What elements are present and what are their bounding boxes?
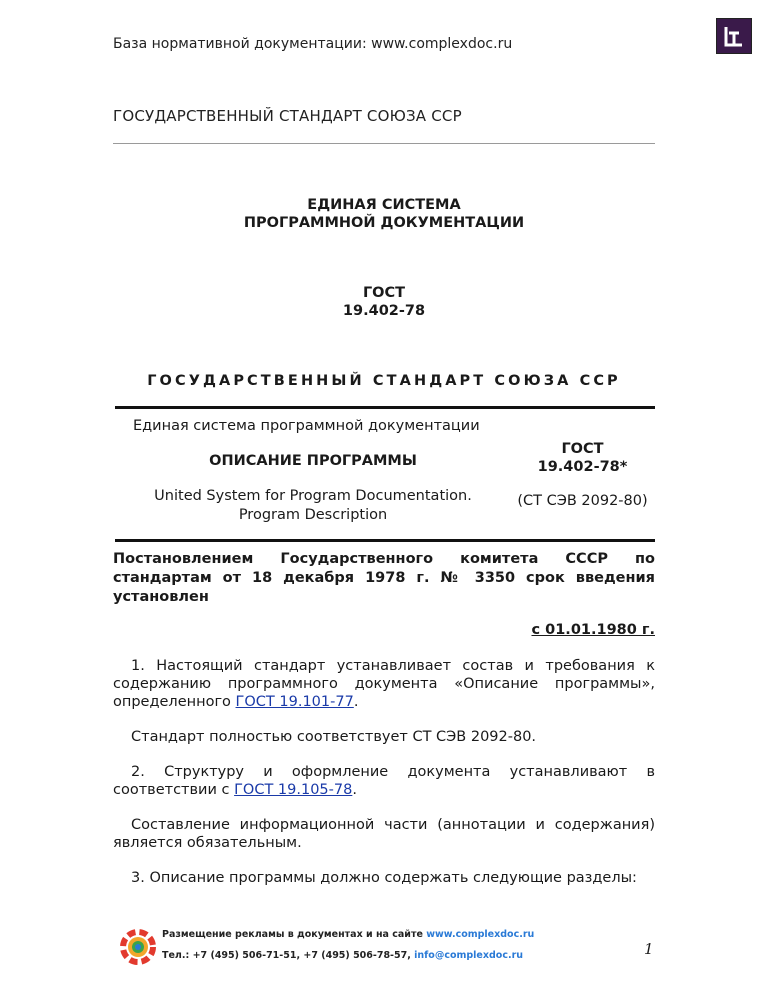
- gost-19-105-78-link[interactable]: ГОСТ 19.105-78: [234, 782, 353, 798]
- paragraph-3-text: 2. Структуру и оформление документа устанавливают в соответствии с: [113, 764, 655, 798]
- system-title: [113, 196, 655, 232]
- paragraph-1: [113, 657, 655, 711]
- english-title-line2: Program Description: [238, 507, 388, 523]
- system-title-line1: ЕДИНАЯ СИСТЕМА: [307, 197, 461, 213]
- paragraph-2-text: Стандарт полностью соответствует СТ СЭВ 2092-80.: [131, 729, 537, 745]
- title-box-system: Единая система программной документации: [133, 418, 480, 434]
- title-box-gost: [510, 440, 655, 476]
- effective-date: с 01.01.1980 г.: [531, 622, 655, 638]
- document-title: ОПИСАНИЕ ПРОГРАММЫ: [209, 453, 417, 469]
- paragraph-4-text: Составление информационной части (аннотации и содержания) является обязательным.: [113, 817, 655, 851]
- ad-line-1-text: Размещение рекламы в документах и на сайте: [162, 929, 427, 940]
- ad-line-1: [162, 929, 534, 940]
- paragraph-5-text: 3. Описание программы должно содержать следующие разделы:: [131, 870, 637, 886]
- gear-logo-icon: [119, 928, 157, 966]
- paragraph-3-end: .: [352, 782, 357, 798]
- english-title-line1: United System for Program Documentation.: [154, 488, 472, 504]
- paragraph-5: [113, 869, 655, 887]
- english-title: [113, 487, 513, 525]
- title-box-bottom-rule: [115, 539, 655, 542]
- site-logo-icon[interactable]: [716, 18, 752, 54]
- gost-number: 19.402-78: [342, 303, 426, 319]
- page-number: 1: [644, 940, 654, 958]
- ad-site-link[interactable]: www.complexdoc.ru: [426, 929, 535, 940]
- ad-email-link[interactable]: info@complexdoc.ru: [414, 950, 524, 961]
- paragraph-2: [113, 728, 655, 746]
- gost-label: ГОСТ: [362, 285, 406, 301]
- sev-reference: (СТ СЭВ 2092-80): [517, 493, 648, 509]
- spaced-standard-heading: ГОСУДАРСТВЕННЫЙ СТАНДАРТ СОЮЗА ССР: [147, 373, 621, 389]
- paragraph-3: [113, 763, 655, 799]
- standard-header: ГОСУДАРСТВЕННЫЙ СТАНДАРТ СОЮЗА ССР: [113, 107, 462, 125]
- paragraph-1-text: 1. Настоящий стандарт устанавливает состав и требования к содержанию программного документа «Описание программы», определенного: [113, 658, 655, 710]
- paragraph-4: [113, 816, 655, 852]
- gost-19-101-77-link[interactable]: ГОСТ 19.101-77: [235, 694, 354, 710]
- ad-line-2-text: Тел.: +7 (495) 506-71-51, +7 (495) 506-78-57,: [162, 950, 415, 961]
- gost-designation: [113, 284, 655, 320]
- title-box-gost-number: 19.402-78*: [537, 459, 628, 475]
- header-divider: [113, 143, 655, 144]
- decree-text: Постановлением Государственного комитета СССР по стандартам от 18 декабря 1978 г. № 3350 срок введения установлен: [113, 551, 655, 605]
- title-box-top-rule: [115, 406, 655, 409]
- title-box-gost-label: ГОСТ: [561, 441, 604, 457]
- system-title-line2: ПРОГРАММНОЙ ДОКУМЕНТАЦИИ: [243, 215, 525, 231]
- paragraph-1-end: .: [353, 694, 359, 710]
- site-header: База нормативной документации: www.complexdoc.ru: [113, 36, 513, 52]
- ad-line-2: [162, 950, 523, 961]
